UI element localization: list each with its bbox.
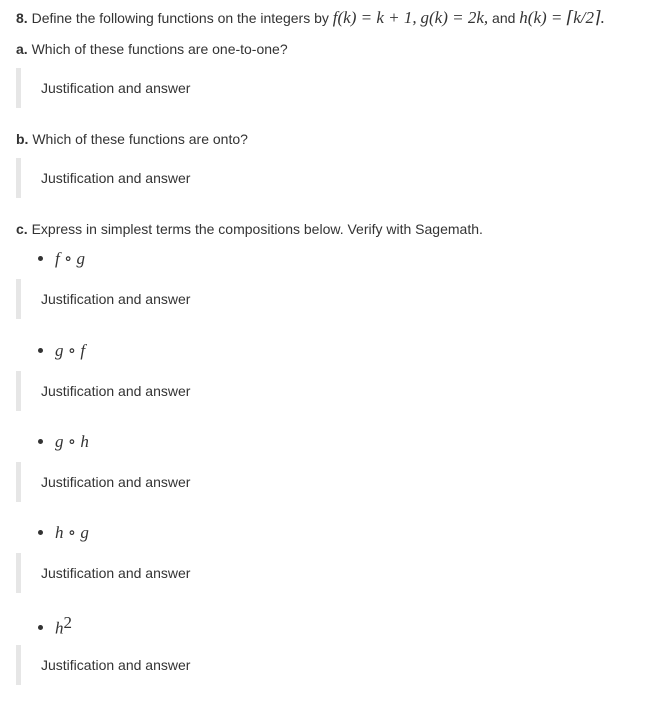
list-item-h-squared [38, 613, 72, 639]
answer-placeholder: Justification and answer [41, 291, 191, 307]
question-header [16, 8, 605, 28]
bullet [38, 530, 43, 535]
answer-box-g-h[interactable] [16, 462, 616, 502]
part-c-text: Express in simplest terms the compositions below. Verify with Sagemath. [31, 221, 483, 237]
bullet [38, 625, 43, 630]
part-b-prompt [16, 129, 248, 149]
question-intro: Define the following functions on the integers by [31, 10, 329, 26]
part-b-text: Which of these functions are onto? [32, 131, 248, 147]
bullet [38, 439, 43, 444]
answer-box-g-f[interactable] [16, 371, 616, 411]
answer-box-h-squared[interactable] [16, 645, 616, 685]
answer-box-h-g[interactable] [16, 553, 616, 593]
h-squared-exponent: 2 [63, 613, 72, 632]
g-definition: g(k) = 2k, [420, 8, 489, 27]
part-a-text: Which of these functions are one-to-one? [31, 41, 288, 57]
answer-placeholder: Justification and answer [41, 657, 191, 673]
answer-placeholder: Justification and answer [41, 565, 191, 581]
bullet [38, 348, 43, 353]
list-item-h-compose-g [38, 523, 89, 543]
f-definition: f(k) = k + 1, [332, 8, 417, 27]
answer-box-f-g[interactable] [16, 279, 616, 319]
composition-g-h: g ∘ h [55, 432, 89, 451]
answer-placeholder: Justification and answer [41, 80, 191, 96]
list-item-g-compose-h [38, 432, 89, 452]
composition-f-g: f ∘ g [55, 249, 86, 268]
composition-g-f: g ∘ f [55, 341, 86, 360]
and-word: and [492, 10, 516, 26]
h-definition: h(k) = ⌈k/2⌉. [519, 8, 605, 27]
bullet [38, 256, 43, 261]
answer-box-a[interactable] [16, 68, 616, 108]
answer-placeholder: Justification and answer [41, 170, 191, 186]
answer-placeholder: Justification and answer [41, 474, 191, 490]
question-number: 8. [16, 10, 28, 26]
part-c-label: c. [16, 221, 28, 237]
part-b-label: b. [16, 131, 29, 147]
answer-placeholder: Justification and answer [41, 383, 191, 399]
part-a-label: a. [16, 41, 28, 57]
list-item-f-compose-g [38, 249, 85, 269]
part-a-prompt [16, 39, 288, 59]
part-c-prompt [16, 219, 483, 239]
composition-h-squared: h [55, 618, 64, 638]
composition-h-g: h ∘ g [55, 523, 89, 542]
list-item-g-compose-f [38, 341, 85, 361]
answer-box-b[interactable] [16, 158, 616, 198]
